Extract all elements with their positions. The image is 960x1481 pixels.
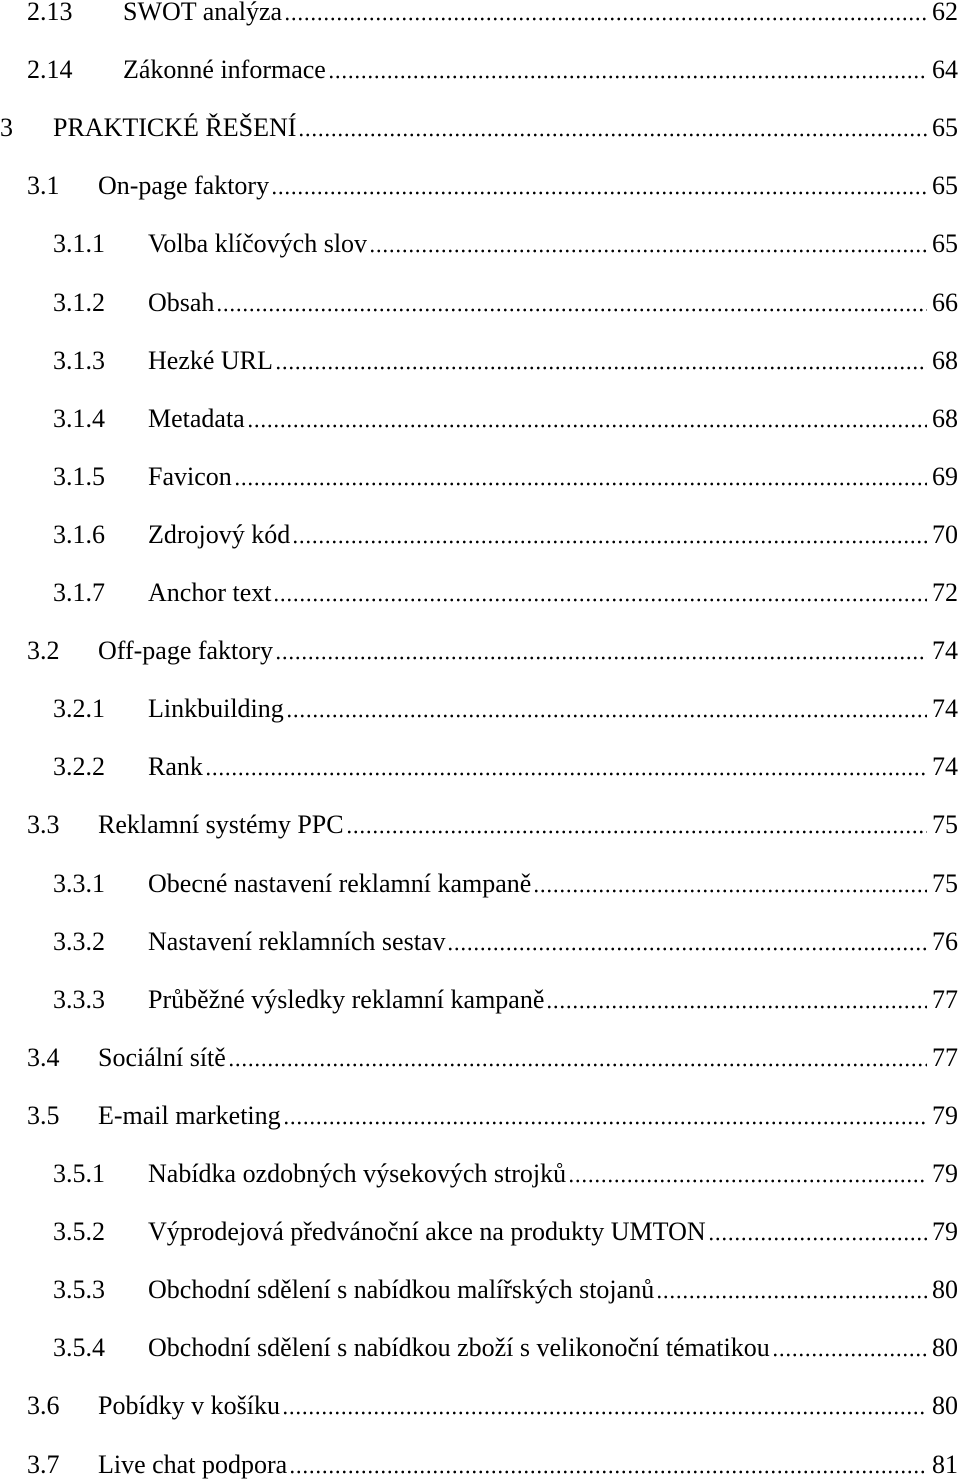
toc-entry <box>0 1451 958 1479</box>
toc-entry-title: Anchor text <box>148 578 272 607</box>
toc-entry <box>0 1160 958 1188</box>
toc-entry <box>0 637 958 665</box>
dot-leader <box>298 114 927 142</box>
toc-entry-number: 3.5 <box>27 1100 60 1130</box>
toc-entry-number: 3.2 <box>27 636 60 666</box>
toc-entry <box>0 521 958 549</box>
toc-entry-page: 77 <box>932 984 958 1014</box>
toc-entry <box>0 753 958 781</box>
toc-entry-page: 68 <box>932 345 958 375</box>
dot-leader <box>286 695 927 723</box>
toc-entry-number: 3.5.4 <box>53 1333 105 1363</box>
toc-entry-page: 81 <box>932 1449 958 1479</box>
toc-entry-page: 62 <box>932 0 958 26</box>
dot-leader <box>546 986 927 1014</box>
toc-entry-title: Nastavení reklamních sestav <box>148 926 446 956</box>
toc-entry-number: 2.14 <box>27 55 73 85</box>
toc-entry-number: 3.5.2 <box>53 1217 105 1247</box>
dot-leader <box>283 1102 927 1130</box>
toc-entry <box>0 1392 958 1420</box>
dot-leader <box>656 1276 927 1304</box>
toc-entry <box>0 463 958 491</box>
dot-leader <box>708 1218 927 1246</box>
toc-entry-page: 65 <box>932 171 958 201</box>
toc-entry-title: Obecné nastavení reklamní kampaně <box>148 868 532 898</box>
toc-entry-number: 3.3 <box>27 810 60 840</box>
toc-entry-title: Obsah <box>148 287 215 317</box>
toc-entry-title: Live chat podpora <box>98 1449 288 1479</box>
dot-leader <box>275 347 927 375</box>
toc-entry-number: 3.1.6 <box>53 519 105 549</box>
toc-entry-title: Sociální sítě <box>98 1042 226 1072</box>
toc-entry-number: 3.1.2 <box>53 287 105 317</box>
toc-entry-number: 3.1.7 <box>53 578 105 607</box>
toc-entry-page: 75 <box>932 868 958 898</box>
toc-entry-number: 3.1.3 <box>53 345 105 375</box>
dot-leader <box>234 463 927 491</box>
toc-entry-page: 72 <box>932 578 958 607</box>
toc-entry-title: Výprodejová předvánoční akce na produkty UMTON <box>148 1217 706 1247</box>
toc-entry-number: 3 <box>0 113 13 143</box>
toc-entry-number: 3.5.3 <box>53 1275 105 1305</box>
toc-entry-number: 3.3.2 <box>53 926 105 956</box>
toc-entry-page: 70 <box>932 519 958 549</box>
toc-entry-number: 2.13 <box>27 0 73 26</box>
toc-entry-title: Zákonné informace <box>123 55 326 85</box>
dot-leader <box>275 637 927 665</box>
toc-entry <box>0 986 958 1014</box>
toc-entry-title: Zdrojový kód <box>148 519 291 549</box>
toc-entry-page: 74 <box>932 636 958 666</box>
dot-leader <box>205 753 927 781</box>
dot-leader <box>533 870 927 898</box>
toc-entry <box>0 928 958 956</box>
dot-leader <box>369 230 927 258</box>
dot-leader <box>568 1160 927 1188</box>
toc-entry <box>0 1218 958 1246</box>
toc-entry-number: 3.1 <box>27 171 60 201</box>
toc-entry-page: 80 <box>932 1391 958 1421</box>
toc-entry-title: E-mail marketing <box>98 1100 281 1130</box>
dot-leader <box>447 928 927 956</box>
dot-leader <box>772 1334 927 1362</box>
toc-entry-page: 68 <box>932 403 958 433</box>
toc-entry-number: 3.2.1 <box>53 694 105 724</box>
dot-leader <box>216 289 927 317</box>
toc-entry-page: 79 <box>932 1159 958 1188</box>
toc-entry-page: 65 <box>932 229 958 259</box>
toc-entry-number: 3.3.3 <box>53 984 105 1014</box>
toc-entry-page: 69 <box>932 461 958 491</box>
toc-entry-title: Obchodní sdělení s nabídkou malířských stojanů <box>148 1275 655 1305</box>
toc-entry-page: 75 <box>932 810 958 840</box>
toc-entry-page: 65 <box>932 113 958 143</box>
toc-entry-title: SWOT analýza <box>123 0 283 26</box>
toc-entry-page: 74 <box>932 752 958 782</box>
dot-leader <box>289 1451 927 1479</box>
toc-entry-page: 80 <box>932 1333 958 1363</box>
toc-entry <box>0 347 958 375</box>
toc-entry <box>0 811 958 839</box>
toc-entry <box>0 1276 958 1304</box>
toc-entry-title: Obchodní sdělení s nabídkou zboží s velikonoční tématikou <box>148 1333 770 1363</box>
toc-entry <box>0 289 958 317</box>
toc-entry <box>0 1334 958 1362</box>
toc-entry <box>0 695 958 723</box>
toc-entry-number: 3.2.2 <box>53 752 105 782</box>
toc-entry <box>0 114 958 142</box>
toc-entry-title: Metadata <box>148 403 245 433</box>
toc-entry-page: 79 <box>932 1217 958 1247</box>
dot-leader <box>328 56 927 84</box>
toc-entry-title: Favicon <box>148 461 232 491</box>
dot-leader <box>247 405 927 433</box>
toc-entry-number: 3.5.1 <box>53 1159 105 1188</box>
dot-leader <box>273 579 927 607</box>
toc-entry-title: Průběžné výsledky reklamní kampaně <box>148 984 545 1014</box>
toc-entry-title: On-page faktory <box>98 171 270 201</box>
dot-leader <box>346 811 927 839</box>
toc-entry-page: 79 <box>932 1100 958 1130</box>
toc-entry-number: 3.1.1 <box>53 229 105 259</box>
toc-entry-number: 3.6 <box>27 1391 60 1421</box>
toc-entry-title: Off-page faktory <box>98 636 273 666</box>
toc-entry <box>0 405 958 433</box>
toc-entry-title: Rank <box>148 752 203 782</box>
dot-leader <box>292 521 927 549</box>
toc-entry-title: Pobídky v košíku <box>98 1391 281 1421</box>
toc-entry <box>0 1044 958 1072</box>
toc-entry <box>0 172 958 200</box>
toc-entry <box>0 0 958 26</box>
toc-entry-page: 77 <box>932 1042 958 1072</box>
toc-entry <box>0 870 958 898</box>
toc-entry-title: Nabídka ozdobných výsekových strojků <box>148 1159 567 1188</box>
toc-entry-number: 3.1.4 <box>53 403 105 433</box>
toc-entry-title: Hezké URL <box>148 345 273 375</box>
toc-entry <box>0 56 958 84</box>
toc-entry-number: 3.1.5 <box>53 461 105 491</box>
toc-entry-page: 80 <box>932 1275 958 1305</box>
dot-leader <box>228 1044 927 1072</box>
toc-entry-title: Linkbuilding <box>148 694 284 724</box>
toc-entry-title: Reklamní systémy PPC <box>98 810 344 840</box>
toc-entry <box>0 1102 958 1130</box>
toc-entry-title: PRAKTICKÉ ŘEŠENÍ <box>53 113 297 143</box>
toc-entry-number: 3.4 <box>27 1042 60 1072</box>
toc-entry-page: 64 <box>932 55 958 85</box>
dot-leader <box>282 1392 927 1420</box>
toc-entry-number: 3.7 <box>27 1449 60 1479</box>
toc-entry <box>0 230 958 258</box>
dot-leader <box>271 172 927 200</box>
toc-entry-title: Volba klíčových slov <box>148 229 368 259</box>
dot-leader <box>284 0 927 26</box>
toc-entry-page: 76 <box>932 926 958 956</box>
toc-entry <box>0 579 958 607</box>
toc-entry-number: 3.3.1 <box>53 868 105 898</box>
toc-entry-page: 74 <box>932 694 958 724</box>
toc-entry-page: 66 <box>932 287 958 317</box>
